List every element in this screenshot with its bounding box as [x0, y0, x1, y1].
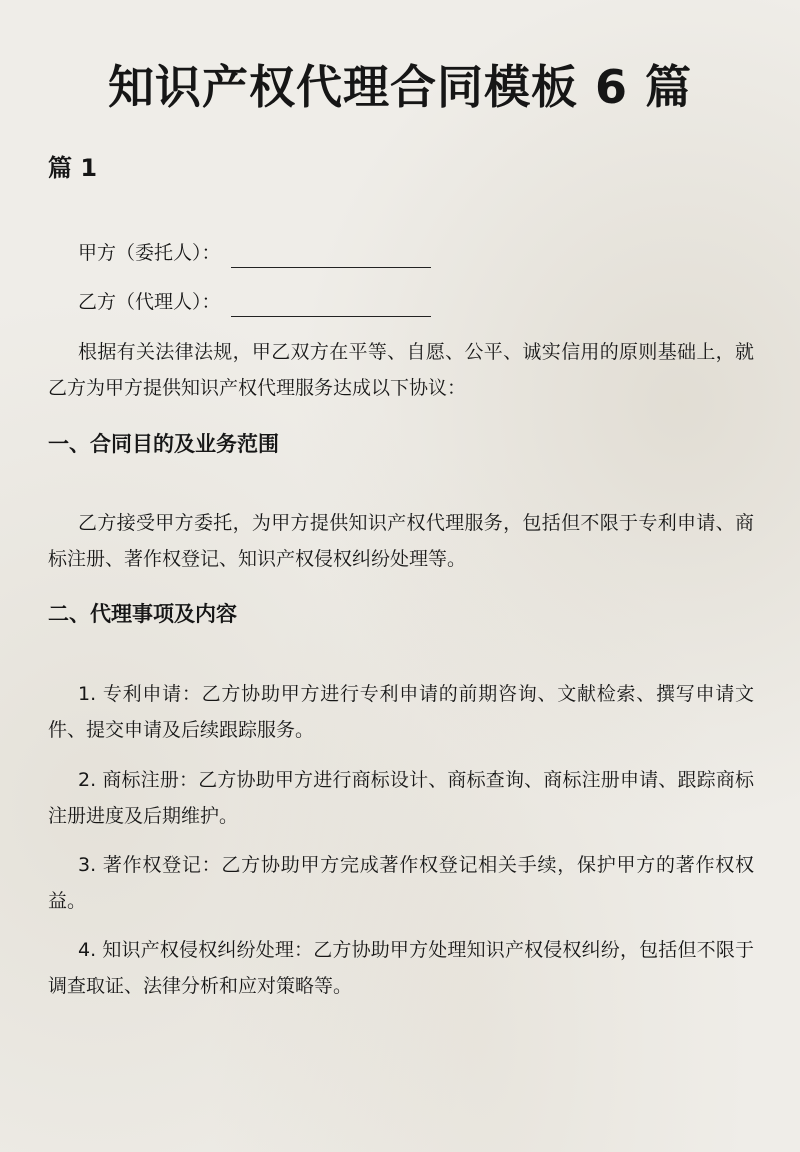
list-item: 4. 知识产权侵权纠纷处理：乙方协助甲方处理知识产权侵权纠纷，包括但不限于调查取证、法律分析和应对策略等。: [48, 939, 754, 997]
document-title: 知识产权代理合同模板 6 篇: [107, 60, 693, 114]
part-title: 篇 1: [48, 154, 98, 182]
list-item: 1. 专利申请：乙方协助甲方进行专利申请的前期咨询、文献检索、撰写申请文件、提交申请及后续跟踪服务。: [48, 683, 754, 741]
party-b-blank: [231, 294, 431, 317]
party-b-label: 乙方（代理人）：: [78, 291, 221, 313]
section-heading: 一、合同目的及业务范围: [48, 432, 279, 456]
party-a-blank: [231, 245, 431, 268]
intro-paragraph: 根据有关法律法规，甲乙双方在平等、自愿、公平、诚实信用的原则基础上，就乙方为甲方提供知识产权代理服务达成以下协议：: [48, 341, 754, 399]
section-paragraph: 乙方接受甲方委托，为甲方提供知识产权代理服务，包括但不限于专利申请、商标注册、著作权登记、知识产权侵权纠纷处理等。: [48, 512, 754, 570]
party-a-label: 甲方（委托人）：: [78, 242, 221, 264]
list-item: 2. 商标注册：乙方协助甲方进行商标设计、商标查询、商标注册申请、跟踪商标注册进度及后期维护。: [48, 769, 754, 827]
party-a-line: [78, 238, 431, 268]
list-item: 3. 著作权登记：乙方协助甲方完成著作权登记相关手续，保护甲方的著作权权益。: [48, 854, 754, 912]
party-b-line: [78, 287, 431, 317]
section-heading: 二、代理事项及内容: [48, 602, 237, 626]
